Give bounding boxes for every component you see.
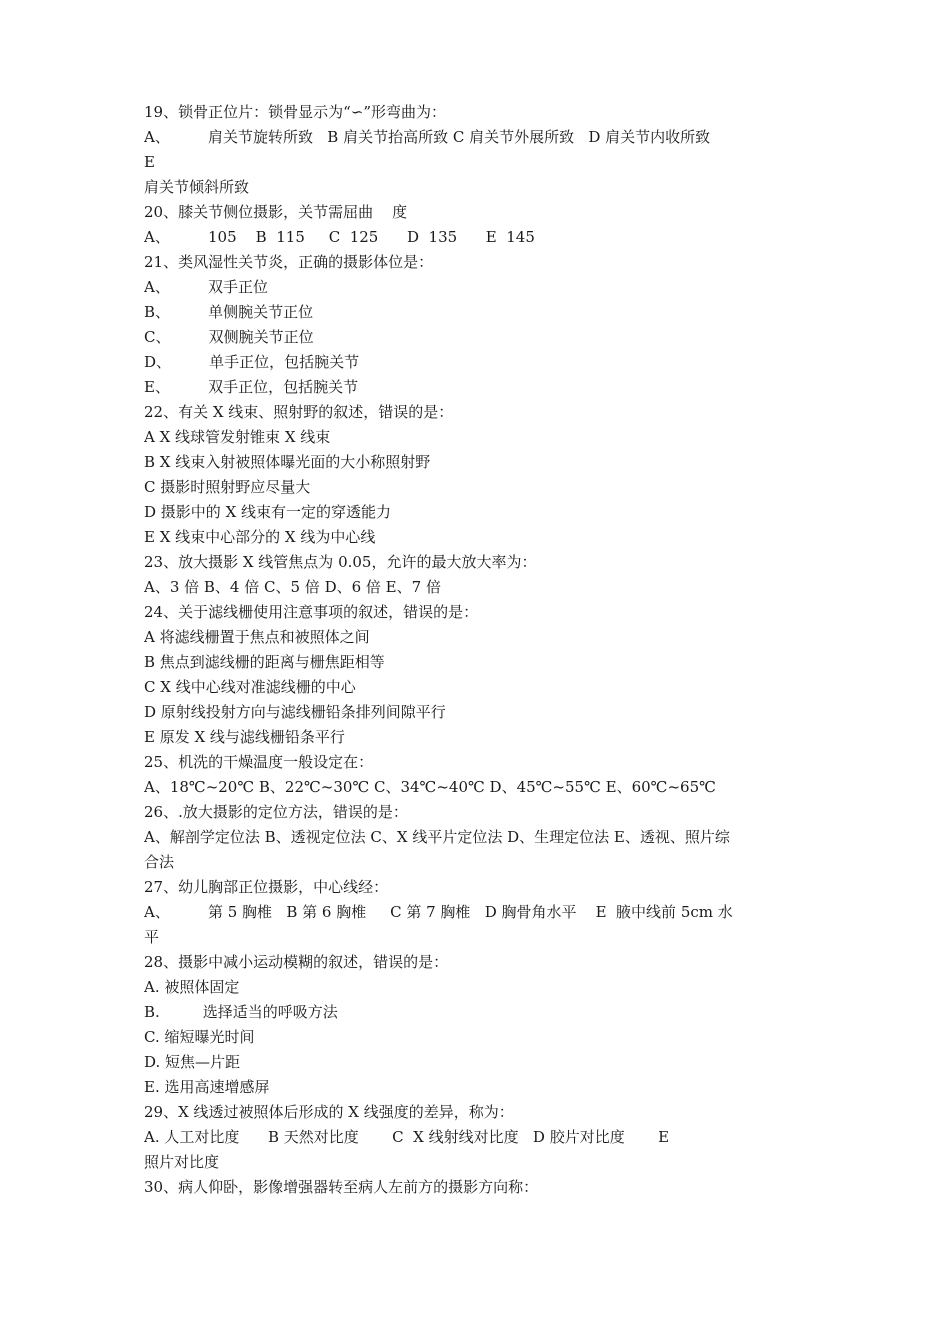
q21-option-c: C、 双侧腕关节正位 <box>144 328 314 346</box>
q28-option-a: A. 被照体固定 <box>144 978 240 996</box>
q24-option-b: B 焦点到滤线栅的距离与栅焦距相等 <box>144 653 385 671</box>
q28-stem: 28、摄影中减小运动模糊的叙述，错误的是： <box>144 953 449 971</box>
q22-option-d: D 摄影中的 X 线束有一定的穿透能力 <box>144 503 392 521</box>
q28-option-e: E. 选用高速增感屏 <box>144 1078 270 1096</box>
q19-option-e-text: 肩关节倾斜所致 <box>144 178 250 196</box>
q21-option-d: D、 单手正位，包括腕关节 <box>144 353 360 371</box>
q22-option-b: B X 线束入射被照体曝光面的大小称照射野 <box>144 453 431 471</box>
q23-options: A、3 倍 B、4 倍 C、5 倍 D、6 倍 E、7 倍 <box>144 578 441 596</box>
q25-options: A、18℃~20℃ B、22℃~30℃ C、34℃~40℃ D、45℃~55℃ E、60℃~65℃ <box>144 778 716 796</box>
q28-option-c: C. 缩短曝光时间 <box>144 1028 255 1046</box>
q27-stem: 27、幼儿胸部正位摄影，中心线经： <box>144 878 389 896</box>
q29-stem: 29、X 线透过被照体后形成的 X 线强度的差异，称为： <box>144 1103 514 1121</box>
q24-option-c: C X 线中心线对准滤线栅的中心 <box>144 678 356 696</box>
q29-options-cont: 照片对比度 <box>144 1153 220 1171</box>
q27-options-cont: 平 <box>144 928 160 946</box>
q20-options: A、 105 B 115 C 125 D 135 E 145 <box>144 228 535 246</box>
q19-stem: 19、锁骨正位片：锁骨显示为“∽”形弯曲为： <box>144 103 446 121</box>
q27-options: A、 第 5 胸椎 B 第 6 胸椎 C 第 7 胸椎 D 胸骨角水平 E 腋中线前 5cm 水 <box>144 903 733 921</box>
q19-option-e-letter: E <box>144 153 155 171</box>
q24-stem: 24、关于滤线栅使用注意事项的叙述，错误的是： <box>144 603 479 621</box>
q26-stem: 26、.放大摄影的定位方法，错误的是： <box>144 803 408 821</box>
q22-option-e: E X 线束中心部分的 X 线为中心线 <box>144 528 376 546</box>
q30-stem: 30、病人仰卧，影像增强器转至病人左前方的摄影方向称： <box>144 1178 539 1196</box>
q22-stem: 22、有关 X 线束、照射野的叙述，错误的是： <box>144 403 454 421</box>
q22-option-c: C 摄影时照射野应尽量大 <box>144 478 311 496</box>
q22-option-a: A X 线球管发射锥束 X 线束 <box>144 428 331 446</box>
q21-option-e: E、 双手正位，包括腕关节 <box>144 378 359 396</box>
q28-option-d: D. 短焦—片距 <box>144 1053 241 1071</box>
q21-option-b: B、 单侧腕关节正位 <box>144 303 314 321</box>
q26-options-cont: 合法 <box>144 853 175 871</box>
q28-option-b: B. 选择适当的呼吸方法 <box>144 1003 338 1021</box>
q19-options: A、 肩关节旋转所致 B 肩关节抬高所致 C 肩关节外展所致 D 肩关节内收所致 <box>144 128 711 146</box>
q24-option-a: A 将滤线栅置于焦点和被照体之间 <box>144 628 370 646</box>
q25-stem: 25、机洗的干燥温度一般设定在： <box>144 753 374 771</box>
q21-option-a: A、 双手正位 <box>144 278 268 296</box>
q26-options: A、解剖学定位法 B、透视定位法 C、X 线平片定位法 D、生理定位法 E、透视、照片综 <box>144 828 730 846</box>
q20-stem: 20、膝关节侧位摄影，关节需屈曲 度 <box>144 203 408 221</box>
q29-options: A. 人工对比度 B 天然对比度 C X 线射线对比度 D 胶片对比度 E <box>144 1128 670 1146</box>
q24-option-d: D 原射线投射方向与滤线栅铅条排列间隙平行 <box>144 703 446 721</box>
q21-stem: 21、类风湿性关节炎，正确的摄影体位是： <box>144 253 434 271</box>
question-text <box>144 100 824 1200</box>
q23-stem: 23、放大摄影 X 线管焦点为 0.05，允许的最大放大率为： <box>144 553 537 571</box>
q24-option-e: E 原发 X 线与滤线栅铅条平行 <box>144 728 345 746</box>
